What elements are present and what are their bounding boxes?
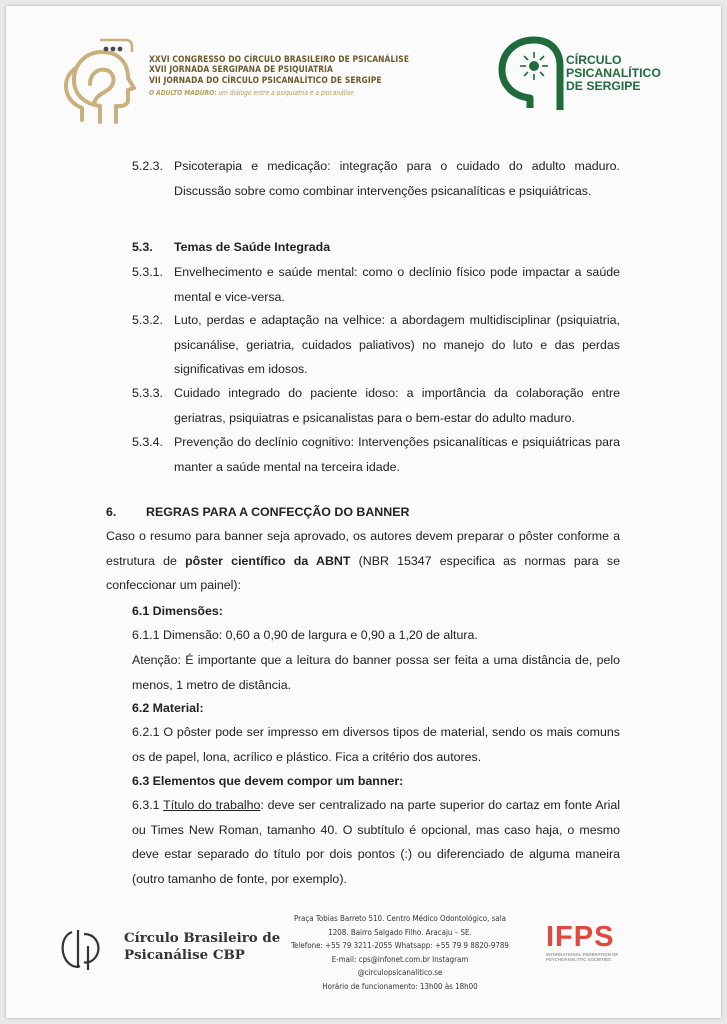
section-6-2-1: 6.2.1 O pôster pode ser impresso em diversos tipos de material, sendo os mais comuns os de papel, lona, acrílico e plástico. Fica a critério dos autores. [132,725,620,764]
intro-text-end: (NBR 15347 especifica as normas para se confeccionar um painel): [106,553,620,592]
section-number: 5.3.1. [132,265,164,279]
event-line: XVII JORNADA SERGIPANA DE PSIQUIATRIA [149,64,333,75]
org-line: DE SERGIPE [566,78,641,93]
section-number: 5.3.3. [132,386,164,400]
section-title: Temas de Saúde Integrada [174,240,331,254]
section-6-intro [106,524,620,598]
instagram-handle: @circulopsicanalitico.se [357,968,443,978]
ifps-logo [546,922,642,962]
section-number: 5.3.2. [132,313,164,327]
cbp-name [124,930,280,964]
email-line: E-mail: cps@infonet.com.br Instagram [331,954,469,964]
circulo-psicanalitico-logo [496,36,564,112]
section-6-2-heading: 6.2 Material: [132,701,204,715]
org-line: PSICANALÍTICO [566,65,661,80]
section-number: 5.2.3. [132,159,164,173]
section-number: 5.3. [132,240,153,254]
section-6-3-heading: 6.3 Elementos que devem compor um banner: [132,774,404,788]
org-line: CÍRCULO [566,53,622,67]
section-text: Psicoterapia e medicação: integração para o cuidado do adulto maduro. Discussão sobre como combinar intervenções psicanalíticas e psiquiátricas. [174,159,620,198]
ifps-wordmark: IFPS [546,921,615,953]
underlined-term: Título do trabalho [163,798,261,812]
section-text: Cuidado integrado do paciente idoso: a importância da colaboração entre geriatras, psiquiatras e psicanalistas para o bem-estar do adulto maduro. [174,386,620,425]
cbp-line: Psicanálise CBP [124,947,245,963]
address-line: 1208. Bairro Salgado Filho. Aracaju – SE. [328,927,472,937]
item-number: 6.3.1 [132,798,164,812]
cbp-logo-icon [58,926,104,972]
section-6-1-heading: 6.1 Dimensões: [132,604,223,618]
section-number: 5.3.4. [132,435,164,449]
event-line: VII JORNADA DO CÍRCULO PSICANALÍTICO DE SERGIPE [149,74,382,85]
congress-heads-logo [60,34,146,130]
ifps-line: PSYCHOANALYTIC SOCIETIES [546,957,611,962]
item-text: : deve ser centralizado na parte superior do cartaz em fonte Arial ou Times New Roman, tamanho 40. O subtítulo é opcional, mas caso haja, o mesmo deve estar separado do título por dois pontos (:) ou diferenciado de alguma maneira (outro tamanho de fonte, por exemplo). [132,798,620,886]
intro-emphasis: pôster científico da ABNT [185,553,351,568]
section-number: 6. [106,505,117,519]
theme-rest: um diálogo entre a psiquiatria e a psicanálise [216,89,354,98]
document-page [6,6,721,1018]
section-6-1-note: Atenção: É importante que a leitura do banner possa ser feita a uma distância de, pelo menos, 1 metro de distância. [132,653,620,692]
address-line: Praça Tobias Barreto 510. Centro Médico Odontológico, sala [294,914,506,923]
section-title: REGRAS PARA A CONFECÇÃO DO BANNER [146,505,410,519]
circulo-psicanalitico-name [566,54,661,92]
opening-hours: Horário de funcionamento: 13h00 às 18h00 [322,981,478,991]
event-line: XXVI CONGRESSO DO CÍRCULO BRASILEIRO DE PSICANÁLISE [149,54,410,64]
theme-bold: O ADULTO MADURO: [149,89,217,98]
ifps-line: INTERNATIONAL FEDERATION OF [546,952,619,957]
phone-line: Telefone: +55 79 3211-2055 Whatsapp: +55 79 9 8820-9789 [291,941,509,951]
section-text: Luto, perdas e adaptação na velhice: a abordagem multidisciplinar (psiquiatria, psicanálise, geriatria, cuidados paliativos) no manejo do luto e das perdas significativas em idosos. [174,313,620,376]
section-6-3-1 [132,793,620,891]
section-text: Prevenção do declínio cognitivo: Intervenções psicanalíticas e psiquiátricas para manter a saúde mental na terceira idade. [174,435,620,474]
congress-header-text [149,54,410,98]
congress-theme [149,89,389,97]
cbp-line: Círculo Brasileiro de [124,930,281,946]
intro-text: Caso o resumo para banner seja aprovado, os autores devem preparar o pôster conforme a estrutura de [106,529,620,568]
contact-address-block [274,912,526,994]
section-6-1-1: 6.1.1 Dimensão: 0,60 a 0,90 de largura e 0,90 a 1,20 de altura. [132,628,478,642]
section-text: Envelhecimento e saúde mental: como o declínio físico pode impactar a saúde mental e vice-versa. [174,265,620,304]
